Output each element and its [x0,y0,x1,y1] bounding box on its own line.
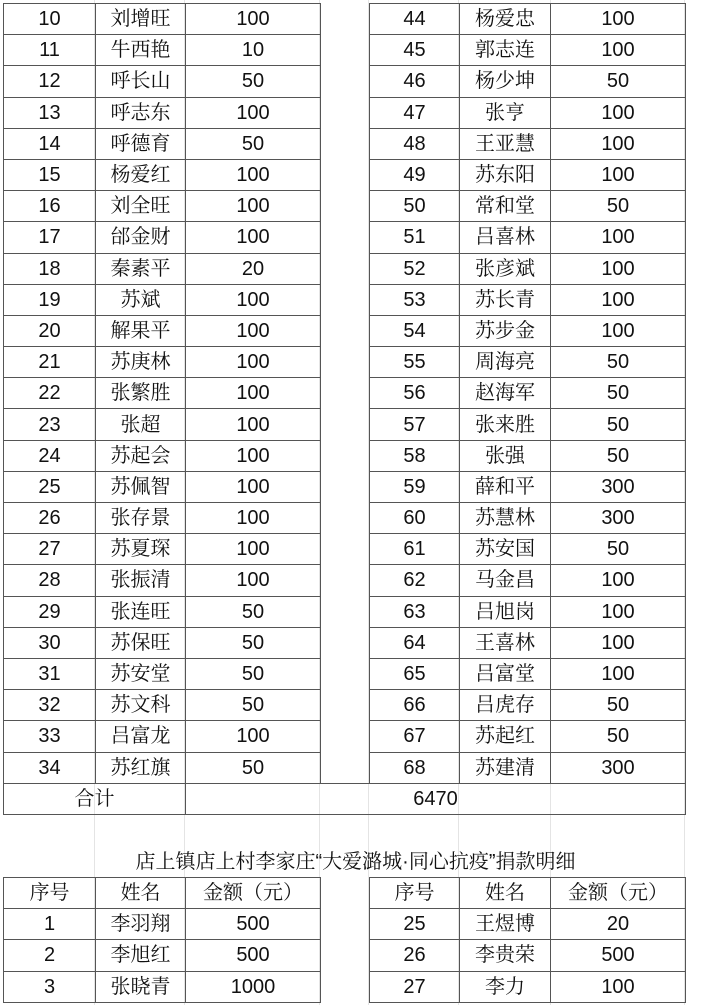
amount-cell: 50 [186,658,321,689]
amount-cell: 100 [186,721,321,752]
amount-cell: 100 [551,128,686,159]
amount-cell: 100 [186,471,321,502]
amount-cell: 100 [186,284,321,315]
name-cell: 吕喜林 [460,222,551,253]
seq-cell: 1 [4,909,96,940]
amount-cell: 100 [186,191,321,222]
table-row [4,97,321,128]
table-row [4,503,321,534]
name-cell: 呼德育 [96,128,186,159]
amount-cell: 50 [186,752,321,783]
seq-cell: 30 [4,627,96,658]
seq-cell: 67 [370,721,460,752]
table-row [370,35,686,66]
amount-cell: 100 [186,315,321,346]
header-row [370,878,686,909]
seq-cell: 68 [370,752,460,783]
seq-cell: 11 [4,35,96,66]
amount-cell: 1000 [186,971,321,1002]
name-cell: 苏建清 [460,752,551,783]
name-cell: 苏起会 [96,440,186,471]
column-header: 序号 [4,878,96,909]
table-row [4,471,321,502]
amount-cell: 100 [551,658,686,689]
name-cell: 吕富龙 [96,721,186,752]
amount-cell: 100 [186,440,321,471]
donation-table-2-right [369,877,686,1003]
table-row [370,409,686,440]
table-row [4,191,321,222]
table-row [370,159,686,190]
name-cell: 吕旭岗 [460,596,551,627]
table-row [4,284,321,315]
seq-cell: 44 [370,4,460,35]
seq-cell: 32 [4,690,96,721]
seq-cell: 20 [4,315,96,346]
name-cell: 苏文科 [96,690,186,721]
amount-cell: 300 [551,503,686,534]
table-row [4,128,321,159]
amount-cell: 100 [186,565,321,596]
table-row [370,534,686,565]
name-cell: 呼长山 [96,66,186,97]
name-cell: 赵海军 [460,378,551,409]
seq-cell: 50 [370,191,460,222]
name-cell: 呼志东 [96,97,186,128]
name-cell: 杨爱忠 [460,4,551,35]
seq-cell: 16 [4,191,96,222]
seq-cell: 19 [4,284,96,315]
seq-cell: 54 [370,315,460,346]
seq-cell: 25 [4,471,96,502]
amount-cell: 100 [551,565,686,596]
table-row [4,596,321,627]
seq-cell: 34 [4,752,96,783]
table-row [4,66,321,97]
table-row [370,909,686,940]
table-row [370,596,686,627]
amount-cell: 20 [186,253,321,284]
table-row [370,971,686,1002]
name-cell: 苏长青 [460,284,551,315]
table-row [370,4,686,35]
name-cell: 张彦斌 [460,253,551,284]
seq-cell: 26 [4,503,96,534]
column-header: 金额（元） [551,878,686,909]
table-row [4,627,321,658]
name-cell: 薛和平 [460,471,551,502]
name-cell: 杨少坤 [460,66,551,97]
seq-cell: 15 [4,159,96,190]
name-cell: 张超 [96,409,186,440]
seq-cell: 57 [370,409,460,440]
table-row [4,534,321,565]
name-cell: 王喜林 [460,627,551,658]
name-cell: 吕虎存 [460,690,551,721]
name-cell: 周海亮 [460,347,551,378]
table-row [370,565,686,596]
seq-cell: 53 [370,284,460,315]
amount-cell: 500 [551,940,686,971]
seq-cell: 10 [4,4,96,35]
name-cell: 张繁胜 [96,378,186,409]
seq-cell: 63 [370,596,460,627]
table-row [4,4,321,35]
amount-cell: 100 [551,35,686,66]
name-cell: 苏佩智 [96,471,186,502]
amount-cell: 50 [186,627,321,658]
name-cell: 李旭红 [96,940,186,971]
name-cell: 牛西艳 [96,35,186,66]
amount-cell: 100 [186,4,321,35]
name-cell: 李力 [460,971,551,1002]
name-cell: 苏安国 [460,534,551,565]
amount-cell: 50 [551,534,686,565]
amount-cell: 100 [551,222,686,253]
table-row [370,471,686,502]
name-cell: 郭志连 [460,35,551,66]
name-cell: 王亚慧 [460,128,551,159]
amount-cell: 500 [186,909,321,940]
table-row [370,503,686,534]
table-row [370,752,686,783]
name-cell: 苏斌 [96,284,186,315]
table-row [370,721,686,752]
name-cell: 苏红旗 [96,752,186,783]
amount-cell: 50 [551,191,686,222]
name-cell: 李贵荣 [460,940,551,971]
table-row [4,690,321,721]
name-cell: 常和堂 [460,191,551,222]
amount-cell: 100 [186,503,321,534]
amount-cell: 500 [186,940,321,971]
name-cell: 张强 [460,440,551,471]
table-row [370,627,686,658]
table-row [370,284,686,315]
donation-table-2-left [3,877,321,1003]
table-row [370,191,686,222]
name-cell: 吕富堂 [460,658,551,689]
column-header: 姓名 [96,878,186,909]
table-row [4,347,321,378]
seq-cell: 58 [370,440,460,471]
seq-cell: 47 [370,97,460,128]
table-row [370,315,686,346]
table-row [370,940,686,971]
amount-cell: 100 [551,4,686,35]
amount-cell: 50 [551,440,686,471]
name-cell: 王煜博 [460,909,551,940]
name-cell: 苏步金 [460,315,551,346]
table-row [4,222,321,253]
seq-cell: 22 [4,378,96,409]
seq-cell: 52 [370,253,460,284]
donation-table-right [369,3,686,784]
table-row [4,315,321,346]
amount-cell: 50 [551,378,686,409]
table-row [370,222,686,253]
amount-cell: 100 [551,596,686,627]
table-row [4,565,321,596]
amount-cell: 100 [551,284,686,315]
name-cell: 李羽翔 [96,909,186,940]
amount-cell: 50 [186,690,321,721]
amount-cell: 100 [186,97,321,128]
seq-cell: 64 [370,627,460,658]
amount-cell: 20 [551,909,686,940]
seq-cell: 24 [4,440,96,471]
seq-cell: 14 [4,128,96,159]
amount-cell: 100 [186,534,321,565]
table-row [4,721,321,752]
table-row [370,128,686,159]
table-row [4,440,321,471]
name-cell: 苏东阳 [460,159,551,190]
amount-cell: 50 [551,690,686,721]
table-row [4,409,321,440]
seq-cell: 26 [370,940,460,971]
table-row [370,690,686,721]
name-cell: 苏夏琛 [96,534,186,565]
seq-cell: 51 [370,222,460,253]
amount-cell: 100 [551,253,686,284]
name-cell: 刘全旺 [96,191,186,222]
amount-cell: 50 [551,409,686,440]
seq-cell: 27 [4,534,96,565]
name-cell: 张亨 [460,97,551,128]
table-row [370,440,686,471]
seq-cell: 17 [4,222,96,253]
seq-cell: 48 [370,128,460,159]
table-row [4,35,321,66]
seq-cell: 31 [4,658,96,689]
table-row [370,658,686,689]
table-row [4,940,321,971]
amount-cell: 100 [551,971,686,1002]
seq-cell: 12 [4,66,96,97]
table-row [4,658,321,689]
amount-cell: 300 [551,752,686,783]
seq-cell: 45 [370,35,460,66]
amount-cell: 50 [186,128,321,159]
name-cell: 张晓青 [96,971,186,1002]
seq-cell: 49 [370,159,460,190]
seq-cell: 61 [370,534,460,565]
name-cell: 张振清 [96,565,186,596]
name-cell: 邰金财 [96,222,186,253]
table-row [4,378,321,409]
table-row [4,159,321,190]
column-header: 序号 [370,878,460,909]
name-cell: 苏庚林 [96,347,186,378]
table-row [4,971,321,1002]
total-value: 6470 [186,784,686,815]
name-cell: 苏保旺 [96,627,186,658]
table-row [370,347,686,378]
amount-cell: 10 [186,35,321,66]
amount-cell: 100 [551,159,686,190]
seq-cell: 21 [4,347,96,378]
table-row [370,97,686,128]
name-cell: 张连旺 [96,596,186,627]
section-title: 店上镇店上村李家庄“大爱潞城·同心抗疫”捐款明细 [135,851,576,873]
name-cell: 张来胜 [460,409,551,440]
amount-cell: 50 [551,721,686,752]
amount-cell: 100 [186,409,321,440]
name-cell: 马金昌 [460,565,551,596]
seq-cell: 18 [4,253,96,284]
amount-cell: 300 [551,471,686,502]
seq-cell: 46 [370,66,460,97]
seq-cell: 62 [370,565,460,596]
amount-cell: 100 [186,159,321,190]
seq-cell: 25 [370,909,460,940]
table-row [4,253,321,284]
table-row [370,253,686,284]
amount-cell: 100 [186,222,321,253]
seq-cell: 66 [370,690,460,721]
name-cell: 苏慧林 [460,503,551,534]
amount-cell: 50 [186,596,321,627]
name-cell: 杨爱红 [96,159,186,190]
seq-cell: 60 [370,503,460,534]
seq-cell: 29 [4,596,96,627]
total-row [3,783,686,815]
amount-cell: 50 [186,66,321,97]
seq-cell: 27 [370,971,460,1002]
seq-cell: 33 [4,721,96,752]
name-cell: 秦素平 [96,253,186,284]
amount-cell: 100 [186,347,321,378]
amount-cell: 100 [551,97,686,128]
name-cell: 刘增旺 [96,4,186,35]
amount-cell: 100 [551,315,686,346]
seq-cell: 13 [4,97,96,128]
table-row [4,909,321,940]
table-row [4,752,321,783]
amount-cell: 50 [551,347,686,378]
column-header: 姓名 [460,878,551,909]
total-label: 合计 [4,784,186,815]
name-cell: 张存景 [96,503,186,534]
seq-cell: 56 [370,378,460,409]
seq-cell: 28 [4,565,96,596]
seq-cell: 3 [4,971,96,1002]
seq-cell: 2 [4,940,96,971]
seq-cell: 23 [4,409,96,440]
name-cell: 苏起红 [460,721,551,752]
seq-cell: 59 [370,471,460,502]
name-cell: 苏安堂 [96,658,186,689]
donation-table-left [3,3,321,784]
amount-cell: 50 [551,66,686,97]
header-row [4,878,321,909]
amount-cell: 100 [551,627,686,658]
table-row [370,66,686,97]
amount-cell: 100 [186,378,321,409]
seq-cell: 65 [370,658,460,689]
table-row [370,378,686,409]
name-cell: 解果平 [96,315,186,346]
seq-cell: 55 [370,347,460,378]
column-header: 金额（元） [186,878,321,909]
